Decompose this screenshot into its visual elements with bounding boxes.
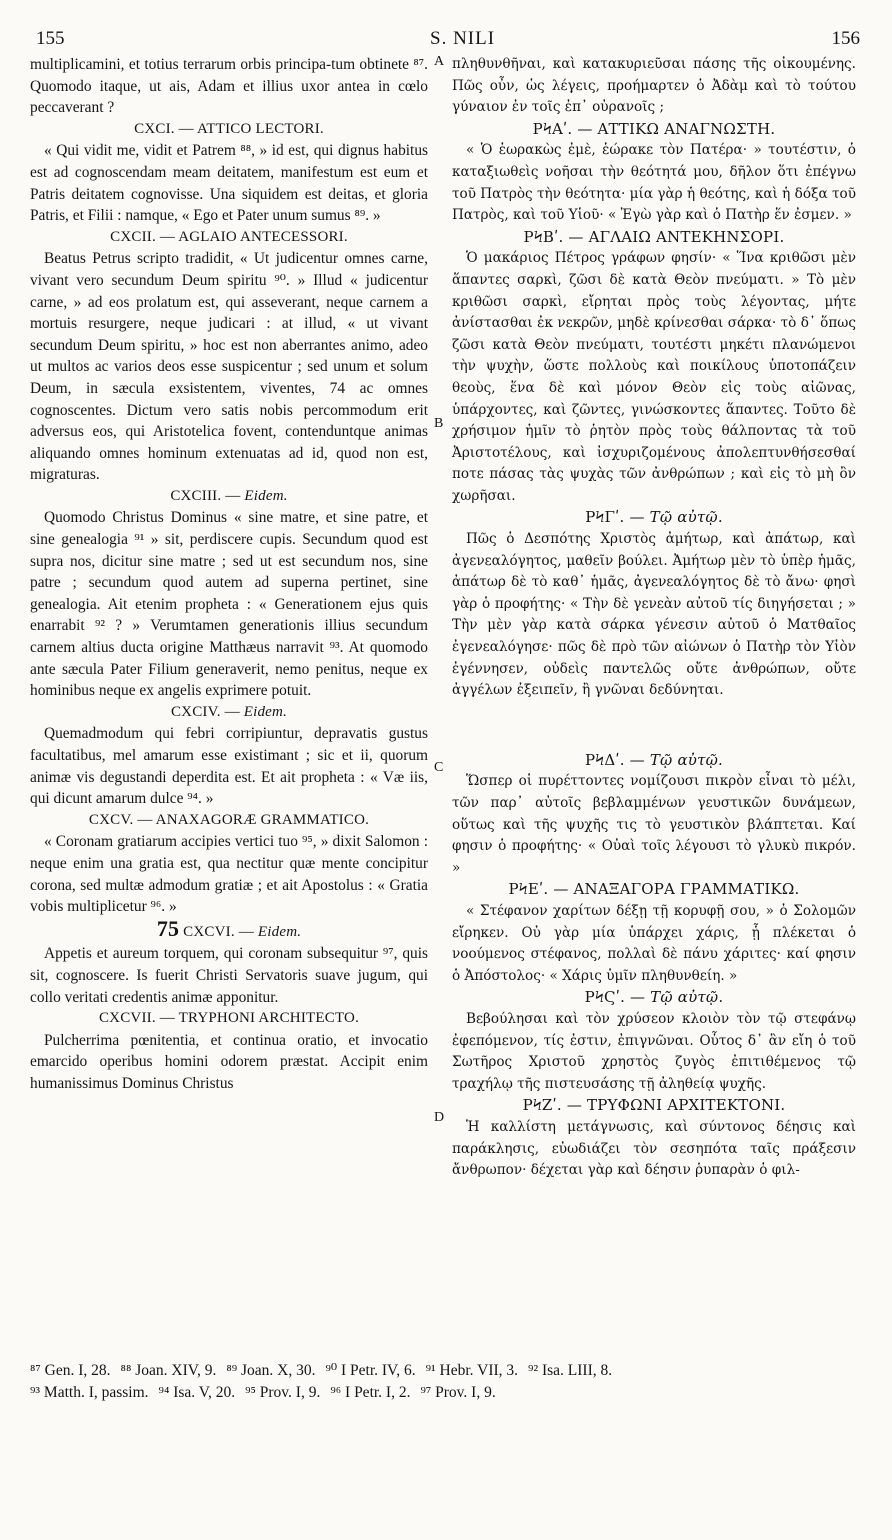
heading-text: CXCV. — ANAXAGORÆ GRAMMATICO. [88,811,370,828]
section-heading [30,486,428,508]
heading-text: ΡϞΒʹ. — ΑΓΛΑΙΩ ΑΝΤΕΚΗΝΣΟΡΙ. [523,227,785,246]
heading-text: CXCIII. — [170,487,241,504]
footnotes [30,1360,876,1404]
paragraph: Ὁ μακάριος Πέτρος γράφων φησίν· « Ἵνα κριθῶσι μὲν ἅπαντες σαρκὶ, ζῶσι δὲ κατὰ Θεὸν πνεύματι. » Τὸ μὲν κριθῶσι σαρκὶ, εἴρηται πρὸς τοὺς λέγοντας, μήτε ἀνίστασθαι ἐκ νεκρῶν, μηδὲ κρίνεσθαι σάρκα· τὸ δ᾽ ὅπως ζῶσι κατὰ Θεὸν πνεύματι, τουτέστι μηκέτι πλανώμενοι τὴν ψυχὴν, ὥστε πολλοὺς καὶ ποικίλους ὑποτοπάζειν θεοὺς, ἕνα δὲ καὶ μόνον Θεὸν εἰς τοὺς αἰῶνας, ὑπάρχοντες, καὶ ζῶντες, γινώσκοντες ἅπαντες. Τοῦτο δὲ χρήσιμον ἡμῖν τὸ ῥητὸν πρὸς τοὺς θάλποντας τὰ τοῦ Ἀριστοτέλους, καὶ ἰσχυριζομένους ἀπολεπτυνθήσεσθαί ποτε πάσας τὰς ψυχὰς τῶν ἀνθρώπων ; καὶ εἰς τὸ μὴ ὂν χωρῆσαι. [452,250,856,504]
section-heading [30,227,428,249]
section-heading [452,750,856,772]
heading-text: CXCVII. — TRYPHONI ARCHITECTO. [98,1010,360,1027]
section-heading [452,987,856,1009]
running-head [30,22,878,48]
footnote: ⁸⁹ Joan. X, 30. [226,1362,316,1379]
margin-letter-a: A [434,54,445,69]
footnote: ⁹⁶ I Petr. I, 2. [330,1384,411,1401]
paragraph: Πῶς ὁ Δεσπότης Χριστὸς ἀμήτωρ, καὶ ἀπάτωρ, καὶ ἀγενεαλόγητος, μαθεῖν βούλει. Ἀμήτωρ μὲν τὸ ὑπὲρ ἡμᾶς, ἀπάτωρ δὲ τὸ καθ᾽ ἡμᾶς, ἀγενεαλόγητος δὲ τὸ ἄνω· φησὶ γὰρ ὁ προφήτης· « Τὴν δὲ γενεὰν αὐτοῦ τίς διηγήσεται ; » Τὴν μὲν γὰρ κατὰ σάρκα γένεσιν αὐτοῦ ὁ Ματθαῖος ἐγενεαλόγησε· πῶς δὲ πρὸ τῶν αἰώνων ὁ Πατὴρ τὸν Υἱὸν ἐγέννησεν, οὐδεὶς παντελῶς οὔτε ἀνθρώπων, οὔτε ἀγγέλων ἐξειπεῖν, ἢ γνῶναι δεδύνηται. [452,531,856,699]
paragraph: « Στέφανον χαρίτων δέξῃ τῇ κορυφῇ σου, » ὁ Σολομῶν εἴρηκεν. Οὐ γὰρ μία ὑπάρχει χάρις, ᾗ πλέκεται ὁ νοούμενος στέφανος, πολλαὶ δὲ πάνυ χάριτες· καί φησιν ὁ Ἀπόστολος· « Χάρις ὑμῖν πληθυνθείη. » [452,902,856,984]
paragraph: multiplicamini, et totius terrarum orbis principa-tum obtinete ⁸⁷. Quomodo itaque, ut ais, Adam et illius uxor antea in cœlo peccaverant ? [30,56,428,117]
section-heading [452,227,856,249]
heading-addressee: Eidem. [244,487,288,504]
two-column-body [30,54,878,1182]
section-heading [30,810,428,832]
paragraph: Quemadmodum qui febri corripiuntur, depravatis gustus facultatibus, mel amarum esse existimant ; sic et ii, quorum animæ vis degustandi deperdita est. Et ait propheta : « Væ iis, qui dicunt amarum dulce ⁹⁴. » [30,725,428,808]
paragraph: « Qui vidit me, vidit et Patrem ⁸⁸, » id est, qui dignus habitus est ad cognoscendam meam deitatem, manifestum est eum et Patris deitatem cognovisse. Una siquidem est deitas, et gloria Patris, et Filii : namque, « Ego et Pater unum sumus ⁸⁹. » [30,142,428,225]
footnote: ⁹⁰ I Petr. IV, 6. [325,1362,416,1379]
section-heading [30,119,428,141]
footnote: ⁹³ Matth. I, passim. [30,1384,149,1401]
footnote: ⁹⁵ Prov. I, 9. [245,1384,321,1401]
paragraph: Beatus Petrus scripto tradidit, « Ut judicentur omnes carne, vivant vero secundum Deum spiritu ⁹⁰. » Illud « judicentur carne, » ad eos prolatum est, qui asseverant, neque carnem a mortuis resurgere, neque judicari : at illud, « ut vivant secundum Deum spiritu, » hoc est non aberrantes animo, adeo ut multos ac varios deos esse suspicentur ; sed unum et solum Deum, in sæcula exsistentem, viventes, 74 ac omnes cognoscentes. Dictum vero satis nobis percommodum erit adversus eos, qui Aristotelica fovent, contenduntque animas aliquando omnes hominum extenuatas ad id, quod non est, migraturas. [30,250,428,484]
footnote: ⁹¹ Hebr. VII, 3. [425,1362,519,1379]
margin-letter-d: D [434,1110,445,1125]
heading-addressee: Τῷ αὐτῷ. [650,988,724,1007]
footnote: ⁹⁷ Prov. I, 9. [420,1384,496,1401]
section-heading [452,119,856,141]
section-heading [452,507,856,529]
latin-column [30,54,428,1182]
center-margin [428,54,452,1182]
paragraph: « Coronam gratiarum accipies vertici tuo ⁹⁵, » dixit Salomon : neque enim una gratia est, qua nectitur quæ mente concipitur corona, sed multæ admodum gratiæ ; et ait Apostolus : « Gratia vobis multiplicetur ⁹⁶. » [30,833,428,916]
paragraph: πληθυνθῆναι, καὶ κατακυριεῦσαι πάσης τῆς οἰκουμένης. Πῶς οὖν, ὡς λέγεις, προήμαρτεν ὁ Ἀδὰμ καὶ τὸ τούτου γύναιον ἐν τοῖς ἐπ᾽ οὐρανοῖς ; [452,56,856,116]
edition-page-marker: 75 [156,915,180,941]
paragraph: Βεβούλησαι καὶ τὸν χρύσεον κλοιὸν τὸν τῷ στεφάνῳ ἐφεπόμενον, τίς ἐστιν, ἐπιγνῶναι. Οὗτος δ᾽ ἂν εἴη ὁ τοῦ Σωτῆρος Χριστοῦ χρηστὸς ζυγὸς ἐπιτιθέμενος τῷ τραχήλῳ τῆς πιστευσάσης τῇ ἀληθείᾳ ψυχῆς. [452,1010,856,1092]
section-heading [452,1095,856,1117]
paragraph: Ἡ καλλίστη μετάγνωσις, καὶ σύντονος δέησις καὶ παράκλησις, εὐωδιάζει τὸν σεσηπότα ταῖς πράξεσιν ἄνθρωπον· δέχεται γὰρ καὶ δέησιν ῥυπαρὰν ὁ φιλ- [452,1118,856,1179]
heading-text: ΡϞΑʹ. — ΑΤΤΙΚΩ ΑΝΑΓΝΩΣΤΗ. [532,119,776,138]
section-heading [30,915,428,944]
paragraph: Quomodo Christus Dominus « sine matre, et sine patre, et sine genealogia ⁹¹ » sit, perdiscere cupis. Secundum quod est supra nos, dicitur sine matre ; sed ut est secundum nos, sine patre ; secundum quod autem ad superna pertinet, sine genealogia. Ait etenim propheta : « Generationem ejus quis enarrabit ⁹² ? » Verumtamen generationis illius secundum carnem altius ducta origine Matthæus narravit ⁹³. At quomodo ante sæcula Pater Filium generaverit, nemo penitus, neque ex hominibus neque ex angelis exprimere potuit. [30,509,428,700]
heading-addressee: Τῷ αὐτῷ. [649,750,723,769]
paragraph: « Ὁ ἑωρακὼς ἐμὲ, ἑώρακε τὸν Πατέρα· » τουτέστιν, ὁ καταξιωθεὶς νοῆσαι τὴν θεότητά μου, δῆλον ὅτι ἐπέγνω τοῦ Πατρὸς τὴν θεότητα· μία γὰρ ἡ θεότης, καὶ ἡ δόξα τοῦ Πατρὸς, καὶ τοῦ Υἱοῦ· « Ἐγὼ γὰρ καὶ ὁ Πατὴρ ἕν ἐσμεν. » [452,142,856,224]
running-title: S. NILI [430,28,496,49]
paragraph: Appetis et aureum torquem, qui coronam subsequitur ⁹⁷, quis sit, cognoscere. Is fuerit Christi Servatoris suave jugum, qui collo veritati credentis animæ apponitur. [30,945,428,1006]
heading-addressee: Eidem. [243,703,288,720]
margin-letter-c: C [434,760,444,775]
paragraph: Ὥσπερ οἱ πυρέττοντες νομίζουσι πικρὸν εἶναι τὸ μέλι, τῶν παρ᾽ αὐτοῖς βεβλαμμένων γευστικῶν δυνάμεων, οὕτως καὶ τῆς ψυχῆς τις τὸ γευστικὸν βλάπτεται. Καί φησιν ὁ προφήτης· « Οὐαὶ τοῖς λέγουσι τὸ γλυκὺ πικρόν. » [452,773,856,876]
footnote: ⁸⁷ Gen. I, 28. [30,1362,111,1379]
section-heading [30,1008,428,1030]
heading-text: ΡϞϚʹ. — [584,988,646,1007]
heading-addressee: Τῷ αὐτῷ. [649,508,723,527]
margin-letter-b: B [434,416,444,431]
page-number-right: 156 [831,28,860,49]
footnote: ⁸⁸ Joan. XIV, 9. [120,1362,217,1379]
footnote: ⁹² Isa. LIII, 8. [528,1362,613,1379]
heading-text: CXCVI. — [183,923,254,940]
heading-text: CXCIV. — [170,703,240,720]
page-number-left: 155 [36,28,65,49]
footnote: ⁹⁴ Isa. V, 20. [158,1384,236,1401]
heading-addressee: Eidem. [257,923,302,940]
greek-column [452,54,856,1182]
section-heading [452,879,856,901]
heading-text: CXCI. — ATTICO LECTORI. [134,120,324,137]
heading-text: CXCII. — AGLAIO ANTECESSORI. [110,228,348,245]
heading-text: ΡϞΓʹ. — [585,508,645,527]
heading-text: ΡϞΔʹ. — [584,750,645,769]
section-heading [30,702,428,724]
heading-text: ΡϞΕʹ. — ΑΝΑΞΑΓΟΡΑ ΓΡΑΜΜΑΤΙΚΩ. [508,880,800,899]
heading-text: ΡϞΖʹ. — ΤΡΥΦΩΝΙ ΑΡΧΙΤΕΚΤΟΝΙ. [522,1096,786,1115]
paragraph: Pulcherrima pœnitentia, et continua oratio, et invocatio emarcido operibus homini odorem præstat. Accipit enim humanissimus Dominus Christus [30,1031,428,1092]
